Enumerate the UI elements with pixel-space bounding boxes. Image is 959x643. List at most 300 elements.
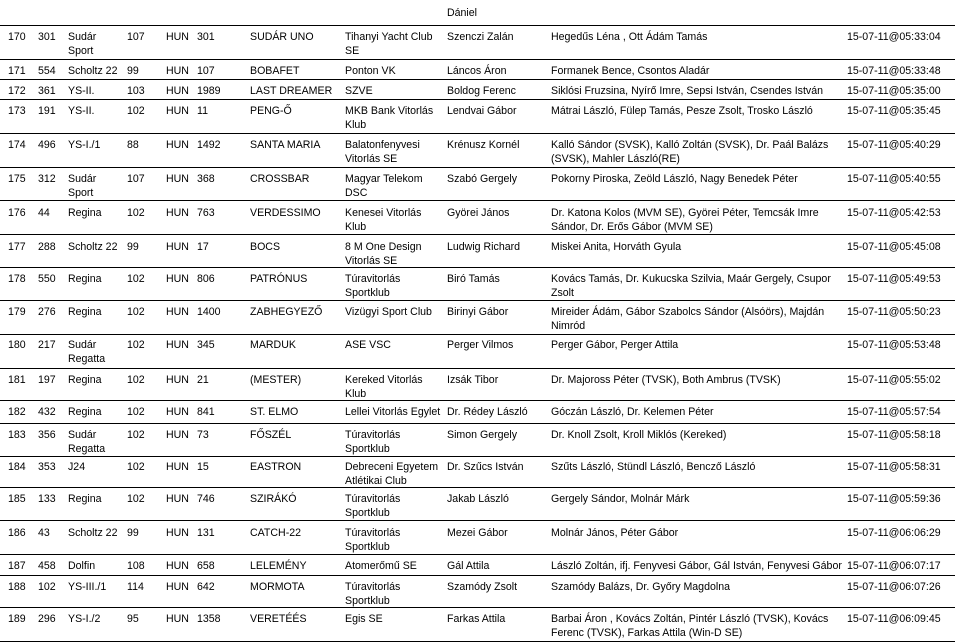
- club-cell: [345, 373, 423, 401]
- nation-cell: HUN: [166, 560, 189, 572]
- crew-cell-line: Kovács Tamás, Dr. Kukucska Szilvia, Maár Gergely, Csupor: [551, 273, 831, 285]
- club-cell: [345, 305, 432, 319]
- bow-number-cell: 353: [38, 461, 56, 473]
- class-cell-line: Sudár: [68, 429, 97, 441]
- place-cell: 178: [8, 273, 26, 285]
- boat-name-cell: MARDUK: [250, 339, 296, 351]
- class-cell: [68, 580, 106, 594]
- boat-name-cell: ZABHEGYEZŐ: [250, 306, 323, 318]
- yardstick-cell: 108: [127, 560, 145, 572]
- bow-number-cell: 554: [38, 65, 56, 77]
- class-cell: [68, 612, 100, 626]
- crew-cell-line: László Zoltán, ifj. Fenyvesi Gábor, Gál István, Fenyvesi Gábor: [551, 560, 842, 572]
- helmsman-cell-line: Láncos Áron: [447, 65, 507, 77]
- crew-cell-line: Dr. Knoll Zsolt, Kroll Miklós (Kereked): [551, 429, 727, 441]
- helmsman-cell: [447, 526, 508, 540]
- helmsman-cell: [447, 338, 513, 352]
- finish-time-cell: 15-07-11@05:33:48: [847, 65, 941, 77]
- crew-cell: [551, 305, 824, 333]
- continuation-text: Dániel: [447, 7, 478, 19]
- finish-time-cell: 15-07-11@05:35:45: [847, 105, 941, 117]
- finish-time-cell: 15-07-11@06:09:45: [847, 613, 941, 625]
- boat-name-cell: BOCS: [250, 241, 281, 253]
- crew-cell-line: Kalló Sándor (SVSK), Kalló Zoltán (SVSK), Dr. Paál Balázs: [551, 139, 829, 151]
- boat-name-cell: EASTRON: [250, 461, 302, 473]
- crew-cell: [551, 559, 842, 573]
- helmsman-cell: [447, 428, 517, 442]
- crew-cell-line: Zsolt: [551, 287, 574, 299]
- finish-time-cell: 15-07-11@05:40:29: [847, 139, 941, 151]
- helmsman-cell-line: Ludwig Richard: [447, 241, 521, 253]
- class-cell-line: YS-II.: [68, 105, 95, 117]
- club-cell-line: Lellei Vitorlás Egylet: [345, 406, 441, 418]
- finish-time-cell: 15-07-11@06:07:26: [847, 581, 941, 593]
- helmsman-cell: [447, 104, 517, 118]
- crew-cell-line: Dr. Katona Kolos (MVM SE), Györei Péter, Temcsák Imre: [551, 207, 819, 219]
- club-cell-line: Egis SE: [345, 613, 383, 625]
- place-cell: 186: [8, 527, 26, 539]
- club-cell-line: ASE VSC: [345, 339, 391, 351]
- boat-name-cell: FŐSZÉL: [250, 429, 292, 441]
- class-cell-line: Regina: [68, 306, 102, 318]
- place-cell: 177: [8, 241, 26, 253]
- bow-number-cell: 296: [38, 613, 56, 625]
- place-cell: 187: [8, 560, 26, 572]
- class-cell-line: Regatta: [68, 443, 106, 455]
- boat-name-cell: LAST DREAMER: [250, 85, 333, 97]
- class-cell: [68, 559, 95, 573]
- helmsman-cell: [447, 84, 516, 98]
- helmsman-cell-line: Jakab László: [447, 493, 509, 505]
- crew-cell-line: Perger Gábor, Perger Attila: [551, 339, 679, 351]
- nation-cell: HUN: [166, 105, 189, 117]
- crew-cell-line: Szűts László, Stündl László, Bencző László: [551, 461, 756, 473]
- nation-cell: HUN: [166, 139, 189, 151]
- helmsman-cell-line: Biró Tamás: [447, 273, 500, 285]
- crew-cell: [551, 373, 781, 387]
- club-cell-line: Sportklub: [345, 443, 390, 455]
- crew-cell: [551, 30, 707, 44]
- place-cell: 188: [8, 581, 26, 593]
- sail-number-cell: 746: [197, 493, 215, 505]
- crew-cell-line: Hegedűs Léna , Ott Ádám Tamás: [551, 31, 708, 43]
- club-cell-line: Ponton VK: [345, 65, 396, 77]
- yardstick-cell: 107: [127, 173, 145, 185]
- bow-number-cell: 102: [38, 581, 56, 593]
- finish-time-cell: 15-07-11@05:40:55: [847, 173, 941, 185]
- class-cell-line: YS-I./2: [68, 613, 101, 625]
- club-cell: [345, 559, 417, 573]
- bow-number-cell: 43: [38, 527, 50, 539]
- helmsman-cell-line: Szabó Gergely: [447, 173, 518, 185]
- nation-cell: HUN: [166, 461, 189, 473]
- row-divider: [0, 334, 955, 335]
- yardstick-cell: 102: [127, 273, 145, 285]
- helmsman-cell-line: Gál Attila: [447, 560, 490, 572]
- yardstick-cell: 99: [127, 241, 139, 253]
- boat-name-cell: BOBAFET: [250, 65, 300, 77]
- club-cell: [345, 30, 433, 58]
- bow-number-cell: 191: [38, 105, 56, 117]
- helmsman-cell-line: Lendvai Gábor: [447, 105, 517, 117]
- club-cell: [345, 460, 438, 488]
- helmsman-cell: [447, 138, 519, 152]
- row-divider: [0, 607, 955, 608]
- nation-cell: HUN: [166, 613, 189, 625]
- boat-name-cell: SUDÁR UNO: [250, 31, 314, 43]
- crew-cell-line: Formanek Bence, Csontos Aladár: [551, 65, 710, 77]
- sail-number-cell: 21: [197, 374, 209, 386]
- bow-number-cell: 496: [38, 139, 56, 151]
- class-cell-line: Regina: [68, 207, 102, 219]
- helmsman-cell: [447, 240, 520, 254]
- yardstick-cell: 102: [127, 429, 145, 441]
- sail-number-cell: 17: [197, 241, 209, 253]
- club-cell: [345, 206, 421, 234]
- row-divider: [0, 520, 955, 521]
- club-cell-line: Túravitorlás: [345, 429, 401, 441]
- club-cell: [345, 428, 400, 456]
- nation-cell: HUN: [166, 241, 189, 253]
- helmsman-cell: [447, 612, 505, 626]
- yardstick-cell: 102: [127, 406, 145, 418]
- crew-cell: [551, 138, 828, 166]
- finish-time-cell: 15-07-11@05:57:54: [847, 406, 941, 418]
- class-cell: [68, 272, 102, 286]
- crew-cell: [551, 526, 678, 540]
- crew-cell: [551, 428, 726, 442]
- club-cell: [345, 492, 400, 520]
- class-cell: [68, 428, 105, 456]
- club-cell-line: DSC: [345, 187, 368, 199]
- finish-time-cell: 15-07-11@05:53:48: [847, 339, 941, 351]
- place-cell: 171: [8, 65, 26, 77]
- club-cell: [345, 84, 373, 98]
- place-cell: 173: [8, 105, 26, 117]
- club-cell: [345, 64, 396, 78]
- club-cell-line: Sportklub: [345, 287, 390, 299]
- club-cell-line: Atomerőmű SE: [345, 560, 417, 572]
- crew-cell-line: Nimród: [551, 320, 586, 332]
- boat-name-cell: ST. ELMO: [250, 406, 299, 418]
- class-cell-line: Scholtz 22: [68, 527, 118, 539]
- bow-number-cell: 197: [38, 374, 56, 386]
- helmsman-cell: [447, 373, 498, 387]
- crew-cell-line: Barbai Áron , Kovács Zoltán, Pintér László (TVSK), Kovács: [551, 613, 829, 625]
- crew-cell-line: Miskei Anita, Horváth Gyula: [551, 241, 682, 253]
- crew-cell: [551, 492, 689, 506]
- crew-cell: [551, 338, 678, 352]
- row-divider: [0, 554, 955, 555]
- club-cell-line: Klub: [345, 119, 367, 131]
- crew-cell: [551, 84, 823, 98]
- club-cell-line: Klub: [345, 388, 367, 400]
- class-cell-line: Scholtz 22: [68, 241, 118, 253]
- class-cell: [68, 30, 96, 58]
- class-cell: [68, 405, 102, 419]
- nation-cell: HUN: [166, 339, 189, 351]
- boat-name-cell: LELEMÉNY: [250, 560, 307, 572]
- crew-cell: [551, 64, 709, 78]
- crew-cell: [551, 240, 681, 254]
- row-divider: [0, 368, 955, 369]
- club-cell: [345, 612, 383, 626]
- bow-number-cell: 44: [38, 207, 50, 219]
- bow-number-cell: 288: [38, 241, 56, 253]
- class-cell-line: Sport: [68, 45, 94, 57]
- helmsman-cell: [447, 405, 528, 419]
- class-cell: [68, 172, 96, 200]
- nation-cell: HUN: [166, 306, 189, 318]
- helmsman-cell: [447, 492, 509, 506]
- bow-number-cell: 312: [38, 173, 56, 185]
- bow-number-cell: 458: [38, 560, 56, 572]
- row-divider: [0, 575, 955, 576]
- club-cell-line: Túravitorlás: [345, 581, 401, 593]
- sail-number-cell: 658: [197, 560, 215, 572]
- crew-cell: [551, 580, 730, 594]
- helmsman-cell-line: Birinyi Gábor: [447, 306, 509, 318]
- yardstick-cell: 95: [127, 613, 139, 625]
- place-cell: 172: [8, 85, 26, 97]
- place-cell: 170: [8, 31, 26, 43]
- crew-cell-line: Ferenc (TVSK), Farkas Attila (Win-D SE): [551, 627, 743, 639]
- sail-number-cell: 1400: [197, 306, 221, 318]
- crew-cell: [551, 172, 798, 186]
- row-divider: [0, 456, 955, 457]
- bow-number-cell: 356: [38, 429, 56, 441]
- crew-cell-line: (SVSK), Mahler László(RE): [551, 153, 680, 165]
- club-cell-line: Sportklub: [345, 507, 390, 519]
- club-cell-line: Sportklub: [345, 595, 390, 607]
- yardstick-cell: 99: [127, 527, 139, 539]
- nation-cell: HUN: [166, 429, 189, 441]
- sail-number-cell: 73: [197, 429, 209, 441]
- yardstick-cell: 102: [127, 105, 145, 117]
- sail-number-cell: 1492: [197, 139, 221, 151]
- row-divider: [0, 267, 955, 268]
- class-cell: [68, 460, 85, 474]
- finish-time-cell: 15-07-11@05:59:36: [847, 493, 941, 505]
- club-cell-line: Sportklub: [345, 541, 390, 553]
- club-cell-line: Vitorlás SE: [345, 255, 398, 267]
- finish-time-cell: 15-07-11@05:50:23: [847, 306, 941, 318]
- class-cell: [68, 206, 102, 220]
- place-cell: 183: [8, 429, 26, 441]
- yardstick-cell: 102: [127, 493, 145, 505]
- boat-name-cell: MORMOTA: [250, 581, 305, 593]
- class-cell-line: Sudár: [68, 31, 97, 43]
- place-cell: 182: [8, 406, 26, 418]
- class-cell: [68, 138, 100, 152]
- crew-cell-line: Mátrai László, Fülep Tamás, Pesze Zsolt, Trosko László: [551, 105, 813, 117]
- club-cell-line: Kereked Vitorlás: [345, 374, 423, 386]
- sail-number-cell: 131: [197, 527, 215, 539]
- class-cell-line: Sudár: [68, 173, 97, 185]
- nation-cell: HUN: [166, 173, 189, 185]
- yardstick-cell: 102: [127, 339, 145, 351]
- sail-number-cell: 763: [197, 207, 215, 219]
- club-cell-line: SZVE: [345, 85, 373, 97]
- finish-time-cell: 15-07-11@06:06:29: [847, 527, 941, 539]
- class-cell: [68, 305, 102, 319]
- helmsman-cell-line: Dr. Szűcs István: [447, 461, 524, 473]
- crew-cell-line: Szamódy Balázs, Dr. Győry Magdolna: [551, 581, 730, 593]
- crew-cell-line: Gergely Sándor, Molnár Márk: [551, 493, 690, 505]
- yardstick-cell: 102: [127, 461, 145, 473]
- helmsman-cell: [447, 305, 508, 319]
- club-cell-line: Vitorlás SE: [345, 153, 398, 165]
- finish-time-cell: 15-07-11@05:58:18: [847, 429, 941, 441]
- crew-cell: [551, 104, 813, 118]
- club-cell-line: Tihanyi Yacht Club: [345, 31, 433, 43]
- bow-number-cell: 276: [38, 306, 56, 318]
- sail-number-cell: 15: [197, 461, 209, 473]
- club-cell-line: Kenesei Vitorlás: [345, 207, 422, 219]
- club-cell: [345, 338, 391, 352]
- club-cell-line: Klub: [345, 221, 367, 233]
- row-divider: [0, 59, 955, 60]
- place-cell: 184: [8, 461, 26, 473]
- crew-cell-line: Molnár János, Péter Gábor: [551, 527, 679, 539]
- crew-cell-line: Sándor, Dr. Erős Gábor (MVM SE): [551, 221, 713, 233]
- helmsman-cell-line: Perger Vilmos: [447, 339, 514, 351]
- yardstick-cell: 99: [127, 65, 139, 77]
- club-cell-line: SE: [345, 45, 360, 57]
- yardstick-cell: 102: [127, 207, 145, 219]
- row-divider: [0, 79, 955, 80]
- class-cell-line: Regina: [68, 374, 102, 386]
- bow-number-cell: 432: [38, 406, 56, 418]
- helmsman-cell-line: Szenczi Zalán: [447, 31, 514, 43]
- class-cell-line: Regatta: [68, 353, 106, 365]
- row-divider: [0, 423, 955, 424]
- boat-name-cell: CROSSBAR: [250, 173, 310, 185]
- club-cell: [345, 104, 433, 132]
- boat-name-cell: VERETÉÉS: [250, 613, 307, 625]
- crew-cell: [551, 460, 755, 474]
- finish-time-cell: 15-07-11@06:07:17: [847, 560, 941, 572]
- helmsman-cell-line: Boldog Ferenc: [447, 85, 516, 97]
- crew-cell: [551, 272, 831, 300]
- nation-cell: HUN: [166, 527, 189, 539]
- sail-number-cell: 11: [197, 105, 208, 117]
- helmsman-cell-line: Izsák Tibor: [447, 374, 499, 386]
- sail-number-cell: 345: [197, 339, 215, 351]
- club-cell: [345, 580, 400, 608]
- nation-cell: HUN: [166, 406, 189, 418]
- class-cell: [68, 526, 117, 540]
- place-cell: 189: [8, 613, 26, 625]
- club-cell-line: Atlétikai Club: [345, 475, 407, 487]
- row-divider: [0, 234, 955, 235]
- yardstick-cell: 114: [127, 581, 144, 593]
- club-cell-line: Túravitorlás: [345, 273, 401, 285]
- yardstick-cell: 88: [127, 139, 139, 151]
- class-cell-line: Regina: [68, 406, 102, 418]
- place-cell: 181: [8, 374, 26, 386]
- yardstick-cell: 102: [127, 374, 145, 386]
- sail-number-cell: 841: [197, 406, 215, 418]
- helmsman-cell: [447, 460, 524, 474]
- club-cell-line: Túravitorlás: [345, 527, 401, 539]
- club-cell: [345, 138, 420, 166]
- class-cell-line: Sport: [68, 187, 94, 199]
- sail-number-cell: 1989: [197, 85, 221, 97]
- place-cell: 174: [8, 139, 26, 151]
- helmsman-cell: [447, 272, 500, 286]
- crew-cell: [551, 206, 819, 234]
- bow-number-cell: 361: [38, 85, 56, 97]
- class-cell-line: Regina: [68, 493, 102, 505]
- crew-cell-line: Mireider Ádám, Gábor Szabolcs Sándor (Alsóörs), Majdán: [551, 306, 825, 318]
- club-cell-line: Debreceni Egyetem: [345, 461, 439, 473]
- row-divider: [0, 133, 955, 134]
- helmsman-cell: [447, 172, 517, 186]
- finish-time-cell: 15-07-11@05:35:00: [847, 85, 941, 97]
- bow-number-cell: 217: [38, 339, 56, 351]
- class-cell: [68, 492, 102, 506]
- boat-name-cell: SZIRÁKÓ: [250, 493, 297, 505]
- boat-name-cell: PATRÓNUS: [250, 273, 308, 285]
- row-divider: [0, 487, 955, 488]
- sail-number-cell: 806: [197, 273, 215, 285]
- class-cell: [68, 338, 105, 366]
- class-cell-line: YS-III./1: [68, 581, 107, 593]
- nation-cell: HUN: [166, 581, 189, 593]
- helmsman-cell-line: Dr. Rédey László: [447, 406, 528, 418]
- boat-name-cell: PENG-Ő: [250, 105, 292, 117]
- crew-cell-line: Pokorny Piroska, Zeöld László, Nagy Benedek Péter: [551, 173, 798, 185]
- place-cell: 176: [8, 207, 26, 219]
- sail-number-cell: 368: [197, 173, 215, 185]
- helmsman-cell: [447, 206, 509, 220]
- row-divider: [0, 200, 955, 201]
- boat-name-cell: SANTA MARIA: [250, 139, 321, 151]
- bow-number-cell: 550: [38, 273, 56, 285]
- nation-cell: HUN: [166, 273, 189, 285]
- boat-name-cell: (MESTER): [250, 374, 302, 386]
- helmsman-cell: [447, 30, 514, 44]
- boat-name-cell: CATCH-22: [250, 527, 302, 539]
- helmsman-cell: [447, 64, 506, 78]
- row-divider: [0, 99, 955, 100]
- club-cell: [345, 240, 422, 268]
- boat-name-cell: VERDESSIMO: [250, 207, 321, 219]
- finish-time-cell: 15-07-11@05:55:02: [847, 374, 941, 386]
- row-divider: [0, 300, 955, 301]
- club-cell-line: Balatonfenyvesi: [345, 139, 420, 151]
- nation-cell: HUN: [166, 65, 189, 77]
- finish-time-cell: 15-07-11@05:42:53: [847, 207, 941, 219]
- class-cell-line: J24: [68, 461, 86, 473]
- yardstick-cell: 107: [127, 31, 145, 43]
- club-cell-line: Túravitorlás: [345, 493, 401, 505]
- helmsman-cell-line: Szamódy Zsolt: [447, 581, 518, 593]
- crew-cell: [551, 612, 828, 640]
- class-cell-line: Scholtz 22: [68, 65, 118, 77]
- nation-cell: HUN: [166, 493, 189, 505]
- nation-cell: HUN: [166, 31, 189, 43]
- club-cell-line: MKB Bank Vitorlás: [345, 105, 434, 117]
- helmsman-cell: [447, 580, 517, 594]
- club-cell-line: Vizügyi Sport Club: [345, 306, 432, 318]
- place-cell: 179: [8, 306, 26, 318]
- helmsman-cell-line: Krénusz Kornél: [447, 139, 520, 151]
- row-divider: [0, 25, 955, 26]
- finish-time-cell: 15-07-11@05:49:53: [847, 273, 941, 285]
- class-cell: [68, 104, 95, 118]
